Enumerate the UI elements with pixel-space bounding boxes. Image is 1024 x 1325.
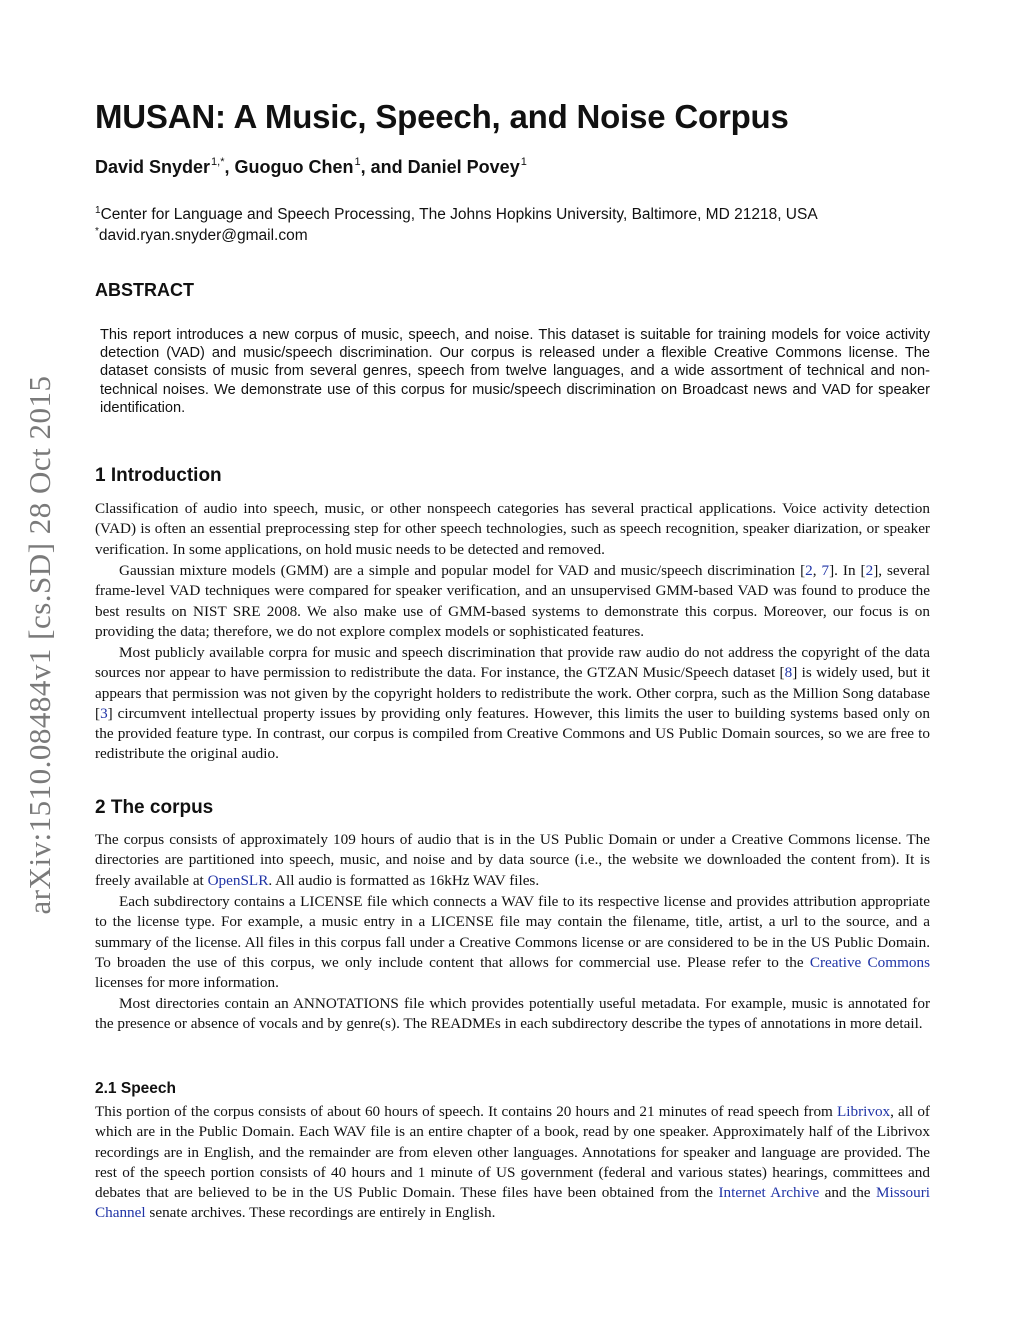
intro-paragraph-3 (95, 643, 930, 765)
intro-paragraph-1: Classification of audio into speech, music, or other nonspeech categories has several practical applications. Voice activity detection (VAD) is often an essential preprocessing step for other speech technologies, such as speech recognition, speaker diarization, or speaker verification. In some applications, on hold music needs to be detected and removed. (95, 500, 930, 558)
paragraph-text: . All audio is formatted as 16kHz WAV files. (268, 871, 540, 889)
citation-link[interactable]: 7 (821, 562, 830, 579)
paragraph-text: ]. In [ (829, 562, 866, 579)
author-affiliation-mark: 1 (520, 156, 527, 168)
paragraph-text: Each subdirectory contains a LICENSE file which connects a WAV file to its respective license and provides attribution appropriate to the license type. For example, a music entry in a LICENSE file may contain the filename, title, artist, a url to the source, and a summary of the license. All files in this corpus fall under a Creative Commons license or are considered to be in the US Public Domain. To broaden the use of this corpus, we only include content that allows for commercial use. Please refer to the (95, 893, 930, 971)
affiliation-line (95, 205, 818, 224)
intro-paragraph-2 (95, 561, 930, 642)
paragraph-text: licenses for more information. (95, 974, 279, 992)
citation-link[interactable]: 8 (784, 664, 793, 682)
abstract-heading: ABSTRACT (95, 280, 194, 300)
paragraph-text: , all of which are in the Public Domain. Each WAV file is an entire chapter of a book, read by one speaker. Approximately half of the Librivox recordings are in English, and the remainder are from eleven other languages. Annotations for speaker and language are provided. The rest of the speech portion consists of 40 hours and 1 minute of US government (federal and various states) hearings, committees and debates that are believed to be in the US Public Domain. These files have been obtained from the (95, 1103, 930, 1202)
author-affiliation-mark: 1 (354, 156, 361, 168)
email-line (95, 226, 308, 245)
paragraph-text: The corpus consists of approximately 109 hours of audio that is in the US Public Domain or under a Creative Commons license. The directories are partitioned into speech, music, and noise and by data source (i.e., the website we downloaded the content from). It is freely available at (95, 831, 930, 889)
author-email: david.ryan.snyder@gmail.com (98, 227, 308, 244)
internet-archive-link[interactable]: Internet Archive (718, 1184, 820, 1202)
missouri-channel-link[interactable]: Missouri Channel (95, 1184, 930, 1222)
section-heading-corpus: 2 The corpus (95, 797, 214, 818)
paragraph-text: ] is widely used, but it appears that permission was not given by the copyright holders to redistribute the work. Other corpra, such as the Million Song database [ (95, 664, 930, 722)
section-heading-introduction: 1 Introduction (95, 465, 222, 486)
paragraph-text: and the (819, 1184, 876, 1202)
paragraph-text: Gaussian mixture models (GMM) are a simple and popular model for VAD and music/speech discrimination [ (119, 562, 806, 579)
abstract-text: This report introduces a new corpus of music, speech, and noise. This dataset is suitable for training models for voice activity detection (VAD) and music/speech discrimination. Our corpus is released under a flexible Creative Commons license. The dataset consists of music from several genres, speech from twelve languages, and a wide assortment of technical and non-technical noises. We demonstrate use of this corpus for music/speech discrimination on Broadcast news and VAD for speaker identification. (100, 327, 930, 416)
corpus-paragraph-3: Most directories contain an ANNOTATIONS file which provides potentially useful metadata. For example, music is annotated for the presence or absence of vocals and by genre(s). The READMEs in each subdirectory describe the types of annotations in more detail. (95, 995, 930, 1033)
paragraph-text: This portion of the corpus consists of about 60 hours of speech. It contains 20 hours and 21 minutes of read speech from (95, 1103, 837, 1120)
citation-separator: , (812, 562, 822, 579)
paper-title: MUSAN: A Music, Speech, and Noise Corpus (95, 98, 789, 135)
citation-link[interactable]: 2 (865, 562, 874, 579)
speech-paragraph-1 (95, 1102, 930, 1224)
author-name: Daniel Povey (407, 157, 520, 177)
author-separator: , (224, 157, 235, 177)
paragraph-text: ] circumvent intellectual property issues by providing only features. However, this limits the user to building systems based only on the provided feature type. In contrast, our corpus is compiled from Creative Commons and US Public Domain sources, so we are free to redistribute the original audio. (95, 704, 930, 763)
subsection-heading-speech: 2.1 Speech (95, 1080, 176, 1097)
creative-commons-link[interactable]: Creative Commons (809, 953, 930, 971)
affiliation-text: Center for Language and Speech Processing, The Johns Hopkins University, Baltimore, MD 21218, USA (100, 206, 818, 223)
librivox-link[interactable]: Librivox (836, 1103, 891, 1120)
arxiv-identifier-stamp: arXiv:1510.08484v1 [cs.SD] 28 Oct 2015 (22, 375, 57, 915)
affiliation-mark: 1 (95, 205, 101, 216)
author-name: Guoguo Chen (234, 157, 354, 177)
paragraph-text: senate archives. These recordings are entirely in English. (145, 1204, 496, 1222)
author-list (95, 156, 527, 178)
corpus-paragraph-2 (95, 892, 930, 993)
affiliation-mark: * (95, 226, 99, 237)
author-name: David Snyder (95, 157, 211, 177)
author-affiliation-mark: 1,* (211, 156, 225, 168)
openslr-link[interactable]: OpenSLR (207, 871, 269, 889)
corpus-paragraph-1 (95, 830, 930, 891)
citation-link[interactable]: 2 (805, 562, 813, 579)
author-separator: , and (360, 157, 408, 177)
paragraph-text: Most publicly available corpra for music and speech discrimination that provide raw audio do not address the copyright of the data sources nor appear to have permission to redistribute the data. For instance, the GTZAN Music/Speech dataset [ (95, 644, 930, 682)
paragraph-text: ], several frame-level VAD techniques were compared for speaker verification, and an unsupervised GMM-based VAD was found to produce the best results on NIST SRE 2008. We also make use of GMM-based systems to demonstrate this corpus. Moreover, our focus is on providing the data; therefore, we do not explore complex models or sophisticated features. (95, 562, 931, 640)
citation-link[interactable]: 3 (100, 704, 108, 722)
